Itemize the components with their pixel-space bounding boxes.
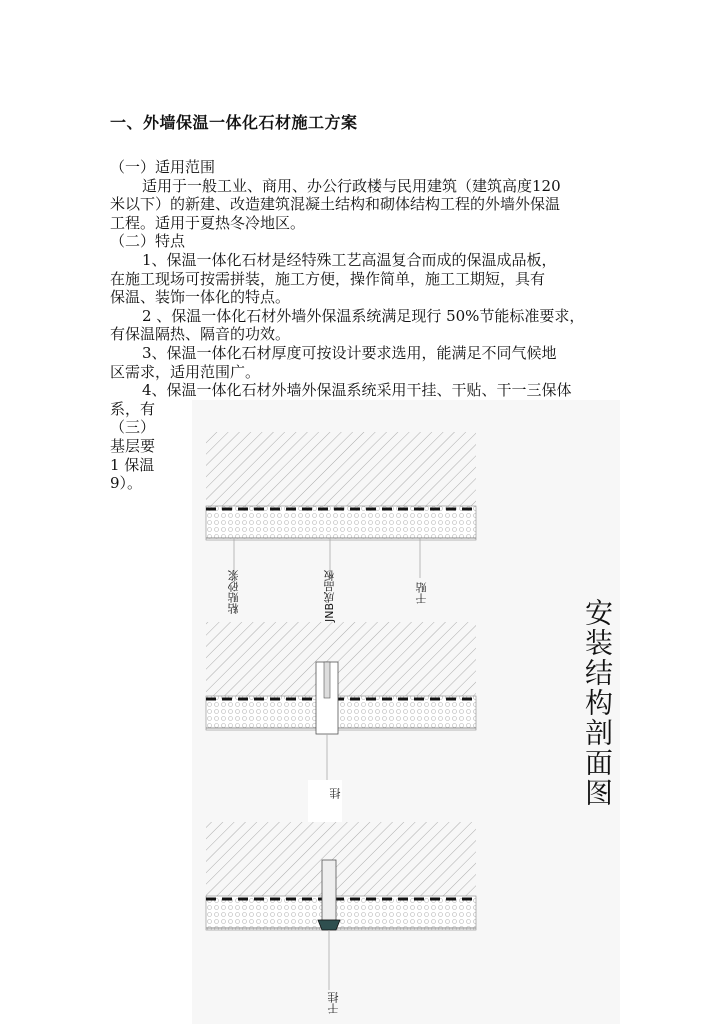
paragraph-line: （二）特点 [110,232,186,251]
label-dry-stick: 干贴 [415,582,428,604]
label-hang: 挂 [329,788,342,799]
section-dry-hang [206,822,476,990]
paragraph-line: 9）。 [110,474,143,493]
paragraph-line: 2 、保温一体化石材外墙外保温系统满足现行 50%节能标准要求， [142,306,585,325]
paragraph-line: 米以下）的新建、改造建筑混凝土结构和砌体结构工程的外墙外保温 [110,195,561,214]
label-board: JNB成品板 [323,570,336,623]
figure-label-patch [308,780,342,822]
paragraph-line: 工程。适用于夏热冬冷地区。 [110,213,306,232]
paragraph-line: 保温、装饰一体化的特点。 [110,288,291,307]
figure-title: 安装结构剖面图 [581,598,614,808]
paragraph-line: 在施工现场可按需拼装，施工方便，操作简单，施工工期短，具有 [110,269,546,288]
paragraph-line: （一）适用范围 [110,158,216,176]
paragraph-line: 基层要 [110,436,156,455]
paragraph-line: 1 保温 [110,455,155,474]
label-dry-hang: 干挂 [327,992,340,1014]
paragraph-line: 区需求，适用范围广。 [110,362,261,381]
paragraph-line: 1、保温一体化石材是经特殊工艺高温复合而成的保温成品板， [142,250,557,269]
section-hang [206,622,476,780]
section-figure [192,400,620,1024]
paragraph-line: 3、保温一体化石材厚度可按设计要求选用，能满足不同气候地 [142,343,557,362]
paragraph-line: 系，有 [110,399,156,418]
section-drawing [192,400,620,1024]
section-dry-stick [206,432,476,578]
paragraph-line: （三） [110,418,156,437]
label-adhesive: 粘贴砂浆 [227,570,240,614]
paragraph-line: 4、保温一体化石材外墙外保温系统采用干挂、干贴、干一三保体 [142,381,572,400]
document-title: 一、外墙保温一体化石材施工方案 [110,113,358,132]
paragraph-line: 有保温隔热、隔音的功效。 [110,325,291,344]
paragraph-line: 适用于一般工业、商用、办公行政楼与民用建筑（建筑高度120 [142,176,561,195]
